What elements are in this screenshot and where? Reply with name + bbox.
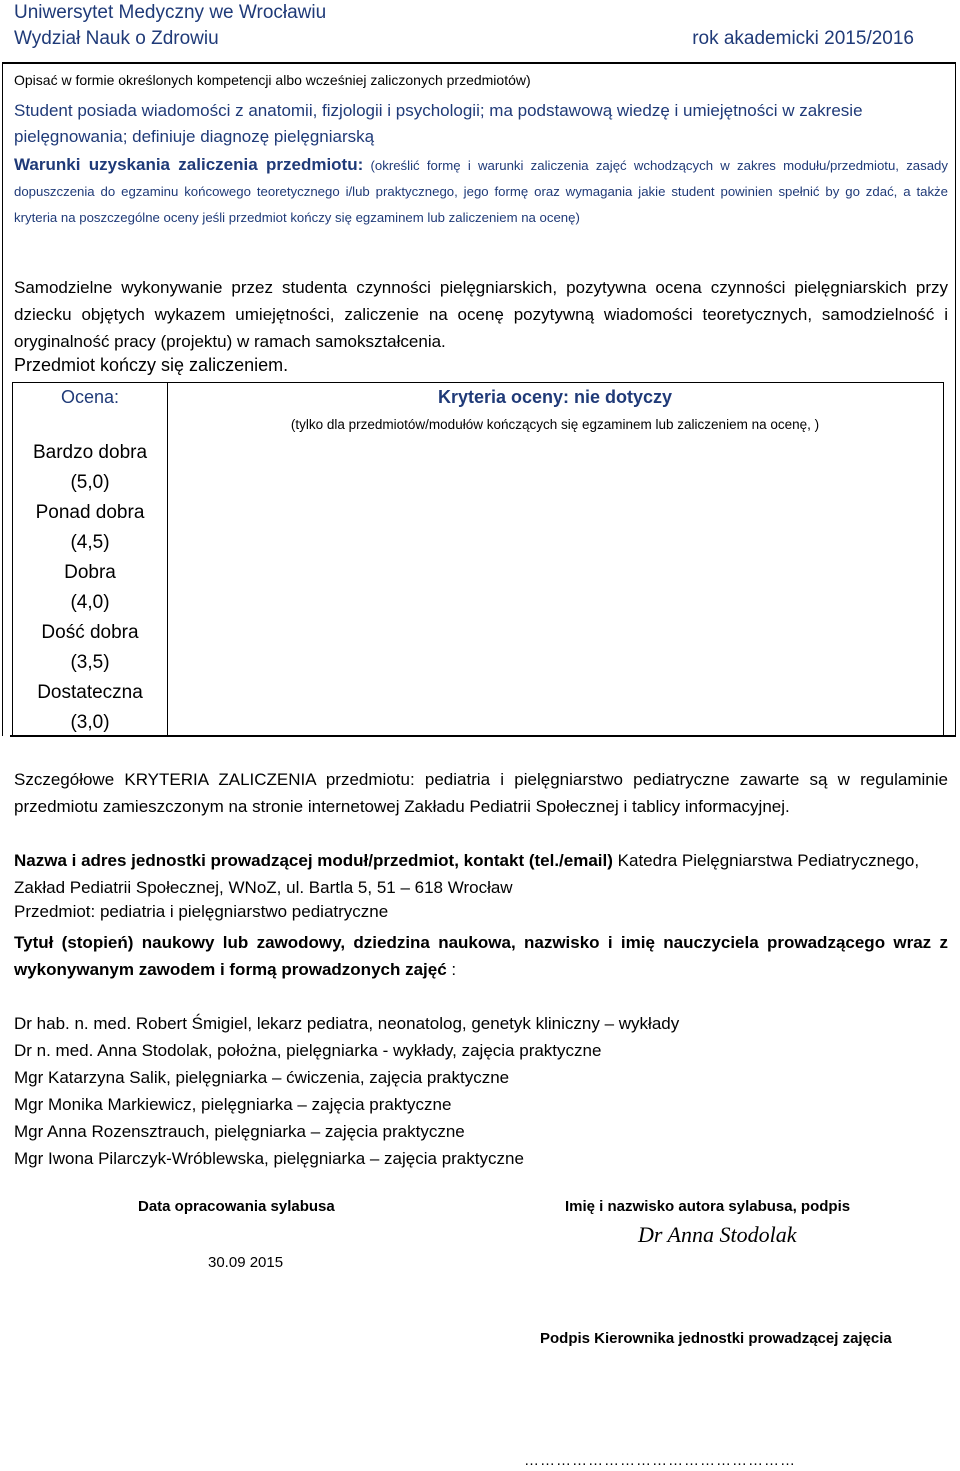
- signature-line: ……………………………………………: [524, 1452, 796, 1469]
- teacher-label: Tytuł (stopień) naukowy lub zawodowy, dziedzina naukowa, nazwisko i imię nauczyciela prowadzącego wraz z wykonywanym zawodem i formą prowadzonych zajęć: [14, 933, 948, 979]
- conditions-body: Samodzielne wykonywanie przez studenta czynności pielęgniarskich, pozytywna ocena czynności pielęgniarskich przy dziecku objętych wykazem umiejętności, zaliczenie na ocenę pozytywną wiadomości teoretycznych, samodzielność i oryginalność pracy (projektu) w ramach samokształcenia.: [14, 278, 948, 351]
- unit-info: [14, 847, 948, 901]
- teacher-item: Mgr Anna Rozensztrauch, pielęgniarka – zajęcia praktyczne: [14, 1122, 465, 1141]
- teachers-list: [14, 1010, 948, 1172]
- teacher-item: Mgr Iwona Pilarczyk-Wróblewska, pielęgniarka – zajęcia praktyczne: [14, 1149, 524, 1168]
- criteria-title: Kryteria oceny: nie dotyczy: [437, 387, 673, 407]
- date-label: Data opracowania sylabusa: [138, 1198, 335, 1215]
- unit-value: Katedra Pielęgniarstwa Pediatrycznego, Zakład Pediatrii Społecznej, WNoZ, ul. Bartla 5, 51 – 618 Wrocław: [14, 851, 920, 897]
- conditions-hint: (określić formę i warunki zaliczenia zajęć wchodzących w zakres modułu/przedmiotu, zasady dopuszczenia do egzaminu końcowego teoretycznego i/lub praktycznego, jego formę oraz wymagania jakie student powinien spełnić by go zdać, a także kryteria na poszczególne oceny jeśli przedmiot kończy się egzaminem lub zaliczeniem na ocenę): [14, 158, 948, 225]
- department-name: Wydział Nauk o Zdrowiu: [14, 28, 219, 49]
- teacher-item: Mgr Katarzyna Salik, pielęgniarka – ćwiczenia, zajęcia praktyczne: [14, 1068, 510, 1087]
- grade-name: Dobra: [64, 562, 116, 583]
- grade-value: (5,0): [70, 472, 110, 493]
- conditions-ends-with: Przedmiot kończy się zaliczeniem.: [14, 355, 289, 375]
- prerequisites-label: Opisać w formie określonych kompetencji albo wcześniej zaliczonych przedmiotów): [14, 72, 531, 88]
- prerequisites-text: Student posiada wiadomości z anatomii, fizjologii i psychologii; ma podstawową wiedzę i umiejętności w zakresie pielęgnowania; definiuje diagnozę pielęgniarską: [14, 101, 863, 146]
- teacher-item: Dr hab. n. med. Robert Śmigiel, lekarz pediatra, neonatolog, genetyk kliniczny – wykłady: [14, 1014, 680, 1033]
- grade-value: (4,0): [70, 592, 110, 613]
- grade-name: Bardzo dobra: [32, 442, 148, 463]
- conditions-title: Warunki uzyskania zaliczenia przedmiotu:: [14, 155, 364, 174]
- grade-name: Dość dobra: [41, 622, 139, 643]
- detailed-criteria: Szczegółowe KRYTERIA ZALICZENIA przedmiotu: pediatria i pielęgniarstwo pediatryczne zawarte są w regulaminie przedmiotu zamieszczonym na stronie internetowej Zakładu Pediatrii Społecznej i tablicy informacyjnej.: [14, 770, 948, 816]
- subject-name: Przedmiot: pediatria i pielęgniarstwo pediatryczne: [14, 902, 389, 921]
- teacher-item: Dr n. med. Anna Stodolak, położna, pielęgniarka - wykłady, zajęcia praktyczne: [14, 1041, 602, 1060]
- grade-value: (3,5): [70, 652, 110, 673]
- teacher-requirements: [14, 929, 948, 983]
- academic-year: rok akademicki 2015/2016: [692, 28, 914, 49]
- criteria-subtitle: (tylko dla przedmiotów/modułów kończących się egzaminem lub zaliczeniem na ocenę, ): [290, 417, 820, 432]
- unit-label: Nazwa i adres jednostki prowadzącej moduł/przedmiot, kontakt (tel./email): [14, 851, 613, 870]
- grades-title: Ocena:: [60, 387, 120, 407]
- grade-value: (4,5): [70, 532, 110, 553]
- author-signature: Dr Anna Stodolak: [638, 1222, 797, 1247]
- grade-value: (3,0): [70, 712, 110, 733]
- head-signature-label: Podpis Kierownika jednostki prowadzącej zajęcia: [540, 1330, 892, 1347]
- university-name: Uniwersytet Medyczny we Wrocławiu: [14, 2, 327, 23]
- author-label: Imię i nazwisko autora sylabusa, podpis: [565, 1198, 851, 1215]
- grade-name: Ponad dobra: [35, 502, 145, 523]
- section-divider: [10, 735, 956, 737]
- teacher-item: Mgr Monika Markiewicz, pielęgniarka – zajęcia praktyczne: [14, 1095, 452, 1114]
- grade-name: Dostateczna: [37, 682, 143, 703]
- conditions-section: [14, 152, 948, 231]
- grades-table: [12, 382, 944, 736]
- teacher-label-tail: :: [451, 960, 457, 979]
- grades-list: [13, 438, 167, 738]
- date-value: 30.09 2015: [208, 1254, 284, 1271]
